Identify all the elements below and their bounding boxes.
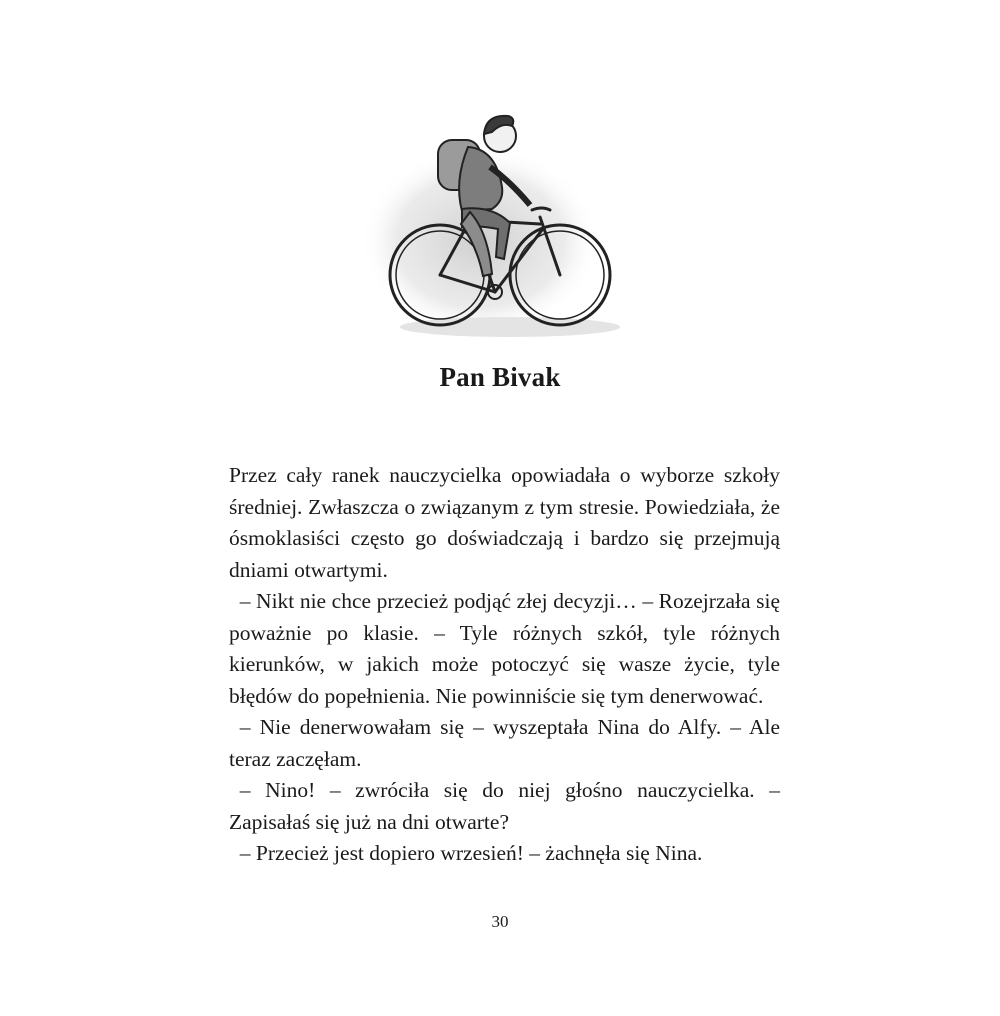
page-number: 30 (491, 912, 509, 931)
dialogue-paragraph: – Nie denerwowałam się – wyszeptała Nina do Alfy. – Ale teraz zaczęłam. (229, 715, 780, 771)
chapter-body (229, 460, 780, 870)
paragraph: Przez cały ranek nauczycielka opowiadała o wyborze szkoły średniej. Zwłaszcza o związanym z tym stresie. Powiedziała, że ósmoklasiści często go doświadczają i bardzo się przejmują dniami otwartymi. (229, 463, 780, 582)
dialogue-paragraph: – Nino! – zwróciła się do niej głośno nauczycielka. – Zapisałaś się już na dni otwarte? (229, 778, 780, 834)
boy-on-bicycle-illustration (350, 112, 630, 342)
chapter-title: Pan Bivak (439, 362, 561, 392)
dialogue-paragraph: – Przecież jest dopiero wrzesień! – żachnęła się Nina. (239, 841, 703, 865)
dialogue-paragraph: – Nikt nie chce przecież podjąć złej decyzji… – Rozejrzała się poważnie po klasie. – Tyle różnych szkół, tyle różnych kierunków, w jakich może potoczyć się wasze życie, tyle błędów do popełnienia. Nie powinniście się tym denerwować. (229, 589, 780, 708)
